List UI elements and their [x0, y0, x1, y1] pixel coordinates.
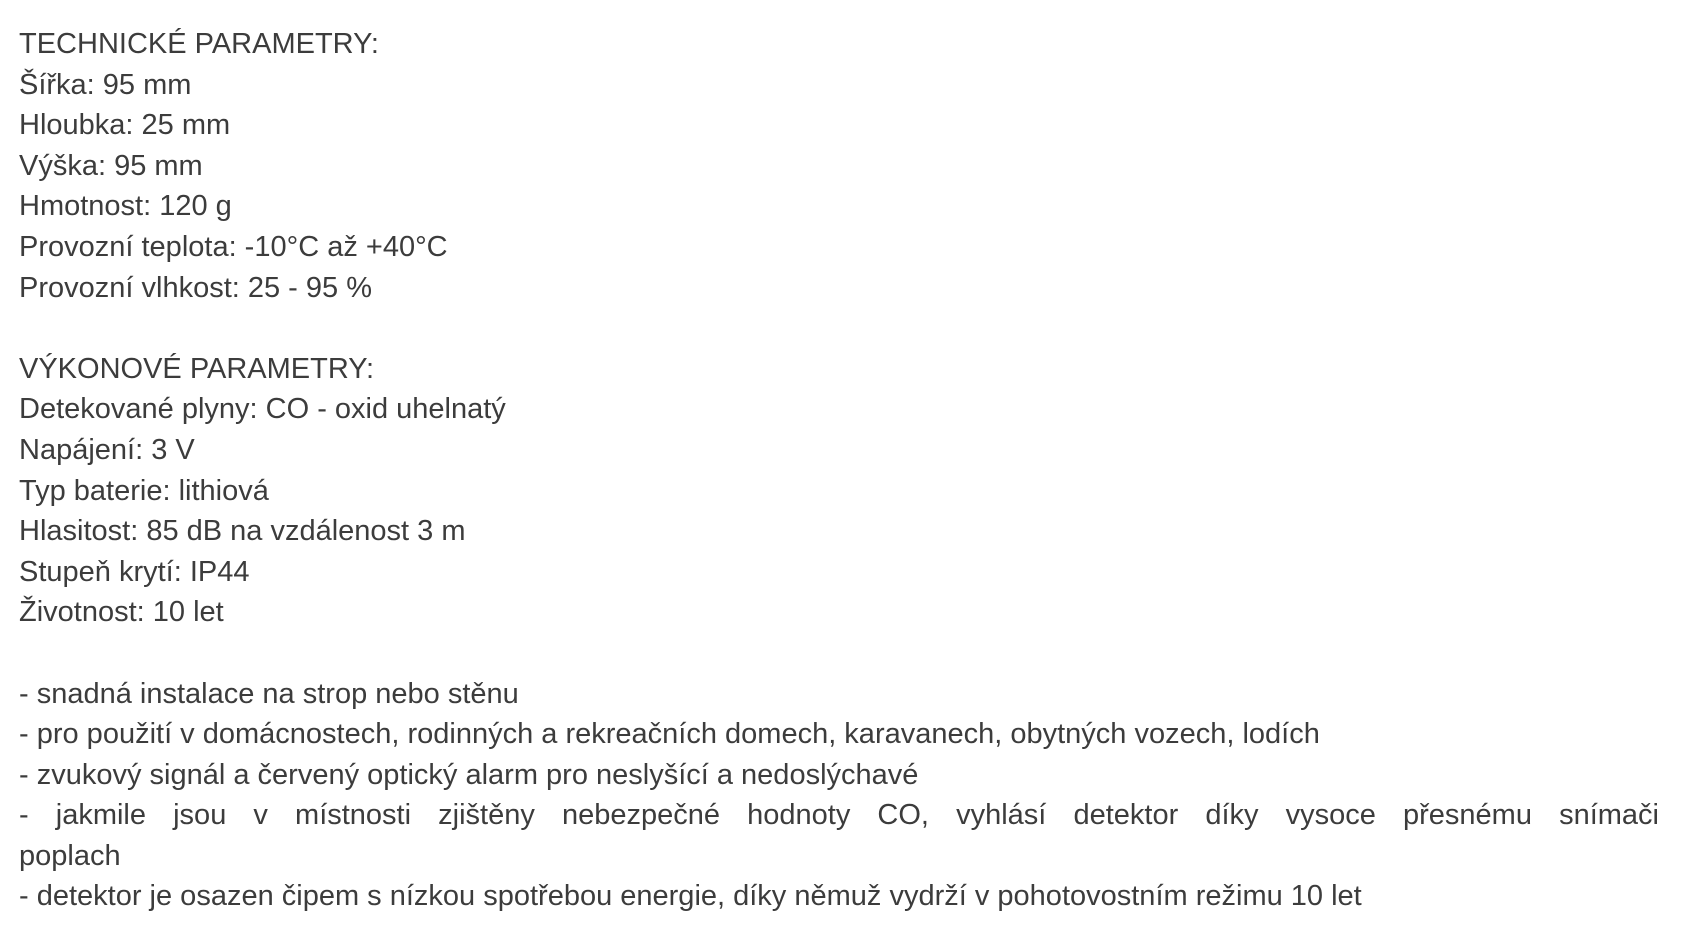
spec-lifetime: Životnost: 10 let [19, 596, 224, 629]
product-description [19, 24, 1659, 917]
feature-item: - pro použití v domácnostech, rodinných a rekreačních domech, karavanech, obytných vozech, lodích [19, 718, 1320, 751]
feature-item: - detektor je osazen čipem s nízkou spotřebou energie, díky němuž vydrží v pohotovostním režimu 10 let [19, 880, 1362, 913]
feature-item: - zvukový signál a červený optický alarm pro neslyšící a nedoslýchavé [19, 758, 919, 791]
spec-loudness: Hlasitost: 85 dB na vzdálenost 3 m [19, 515, 466, 548]
technical-parameters-heading: TECHNICKÉ PARAMETRY: [19, 28, 379, 60]
spec-operating-humidity: Provozní vlhkost: 25 - 95 % [19, 271, 372, 304]
spec-power-supply: Napájení: 3 V [19, 433, 195, 466]
spec-operating-temperature: Provozní teplota: -10°C až +40°C [19, 230, 448, 263]
performance-parameters-heading: VÝKONOVÉ PARAMETRY: [19, 352, 375, 385]
section-spacer [19, 633, 1659, 674]
spec-battery-type: Typ baterie: lithiová [19, 474, 269, 507]
spec-ingress-protection: Stupeň krytí: IP44 [19, 555, 250, 588]
section-spacer [19, 308, 1659, 349]
spec-weight: Hmotnost: 120 g [19, 190, 232, 223]
feature-item: - snadná instalace na strop nebo stěnu [19, 677, 519, 710]
feature-item-continuation: poplach [19, 839, 121, 872]
feature-item: - jakmile jsou v místnosti zjištěny nebezpečné hodnoty CO, vyhlásí detektor díky vysoce přesnému snímači [19, 799, 1659, 832]
spec-width: Šířka: 95 mm [19, 68, 192, 101]
spec-depth: Hloubka: 25 mm [19, 109, 231, 142]
spec-detected-gases: Detekované plyny: CO - oxid uhelnatý [19, 393, 506, 426]
spec-height: Výška: 95 mm [19, 149, 203, 182]
